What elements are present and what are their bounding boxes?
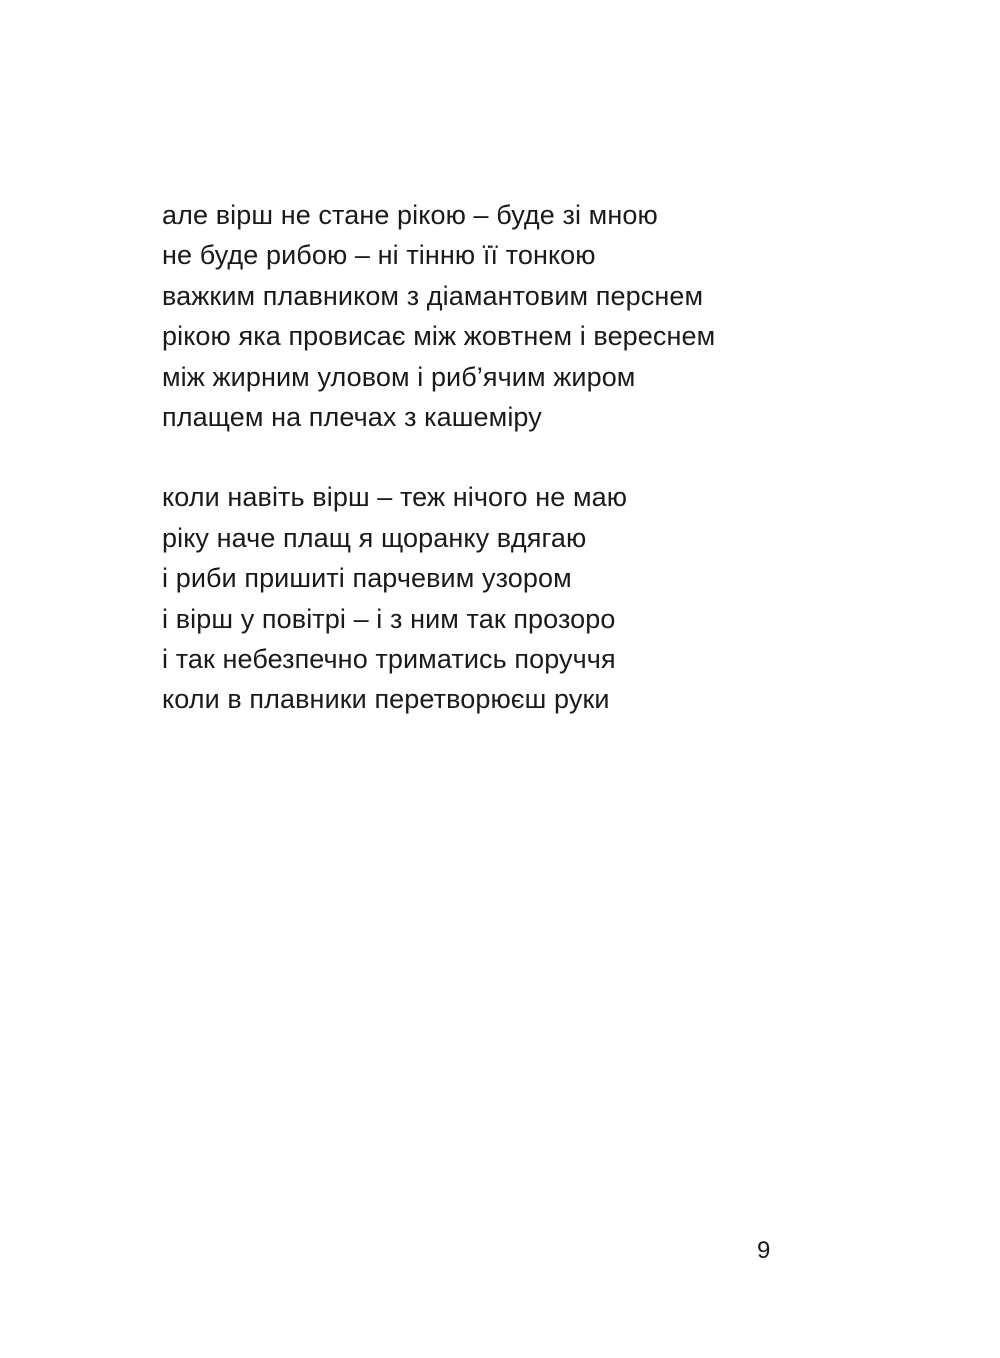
poem-line: але вірш не стане рікою – буде зі мною <box>162 200 658 230</box>
poem-line: і вірш у повітрі – і з ним так прозоро <box>162 603 616 634</box>
poem-line: важким плавником з діамантовим перснем <box>162 280 704 311</box>
poem-line: і риби пришиті парчевим узором <box>162 563 572 594</box>
poem-line: плащем на плечах з кашеміру <box>162 402 542 433</box>
poem-line: ріку наче плащ я щоранку вдягаю <box>162 522 587 553</box>
stanza-1 <box>162 195 842 437</box>
poem-line: між жирним уловом і риб’ячим жиром <box>162 361 636 392</box>
poem-line: коли в плавники перетворюєш руки <box>162 684 610 715</box>
stanza-2 <box>162 477 842 719</box>
poem-line: не буде рибою – ні тінню її тонкою <box>162 240 596 271</box>
poem-line: рікою яка провисає між жовтнем і вереснем <box>162 321 716 352</box>
poem-text <box>162 195 842 720</box>
page-number: 9 <box>757 1237 771 1264</box>
poem-line: коли навіть вірш – теж нічого не маю <box>162 482 628 513</box>
poem-line: і так небезпечно триматись поруччя <box>162 644 616 675</box>
